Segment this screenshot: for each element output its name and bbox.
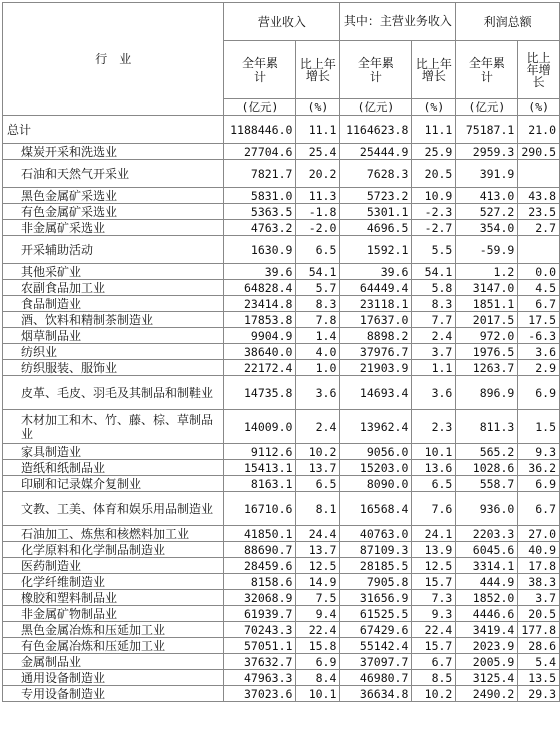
table-row xyxy=(3,220,560,236)
profit-cell: 558.7 xyxy=(456,476,518,492)
profit-growth-cell xyxy=(518,236,560,264)
main-revenue-growth-cell: 10.2 xyxy=(412,686,456,702)
profit-growth-cell: 3.6 xyxy=(518,344,560,360)
industry-name-cell: 家具制造业 xyxy=(3,444,224,460)
table-row xyxy=(3,574,560,590)
profit-cell: 1.2 xyxy=(456,264,518,280)
revenue-cell: 37023.6 xyxy=(224,686,296,702)
table-row xyxy=(3,654,560,670)
main-revenue-cell: 25444.9 xyxy=(340,144,412,160)
profit-growth-cell: 6.9 xyxy=(518,376,560,410)
revenue-cell: 17853.8 xyxy=(224,312,296,328)
profit-growth-cell: 36.2 xyxy=(518,460,560,476)
profit-growth-cell: 40.9 xyxy=(518,542,560,558)
industry-name-cell: 医药制造业 xyxy=(3,558,224,574)
revenue-growth-cell: 9.4 xyxy=(296,606,340,622)
industry-name-cell: 非金属矿物制品业 xyxy=(3,606,224,622)
industry-name-cell: 文教、工美、体育和娱乐用品制造业 xyxy=(3,492,224,526)
revenue-cell: 8163.1 xyxy=(224,476,296,492)
main-revenue-growth-cell: 22.4 xyxy=(412,622,456,638)
main-revenue-cell: 15203.0 xyxy=(340,460,412,476)
profit-cell: 2017.5 xyxy=(456,312,518,328)
table-row xyxy=(3,188,560,204)
industry-header: 行 业 xyxy=(3,3,224,116)
main-revenue-cell: 46980.7 xyxy=(340,670,412,686)
profit-growth-cell: 6.7 xyxy=(518,492,560,526)
table-row xyxy=(3,264,560,280)
revenue-growth-cell: 8.4 xyxy=(296,670,340,686)
revenue-growth-cell: 13.7 xyxy=(296,542,340,558)
table-body xyxy=(3,116,560,702)
revenue-cell: 9904.9 xyxy=(224,328,296,344)
profit-growth-cell: 43.8 xyxy=(518,188,560,204)
profit-growth-cell: 177.8 xyxy=(518,622,560,638)
main-revenue-cell: 7628.3 xyxy=(340,160,412,188)
main-revenue-growth-cell: 1.1 xyxy=(412,360,456,376)
table-row xyxy=(3,590,560,606)
profit-growth-cell: 3.7 xyxy=(518,590,560,606)
revenue-growth-cell: 13.7 xyxy=(296,460,340,476)
revenue-growth-cell: 25.4 xyxy=(296,144,340,160)
profit-growth-cell: 21.0 xyxy=(518,116,560,144)
main-revenue-cell: 64449.4 xyxy=(340,280,412,296)
main-revenue-pct-unit: (%) xyxy=(412,99,456,116)
profit-growth-cell: 13.5 xyxy=(518,670,560,686)
main-revenue-growth-cell: 6.7 xyxy=(412,654,456,670)
industry-name-cell: 石油加工、炼焦和核燃料加工业 xyxy=(3,526,224,542)
main-revenue-growth-cell: 10.9 xyxy=(412,188,456,204)
revenue-growth-cell: 8.1 xyxy=(296,492,340,526)
revenue-growth-cell: 24.4 xyxy=(296,526,340,542)
main-revenue-unit: (亿元) xyxy=(340,99,412,116)
revenue-cell: 27704.6 xyxy=(224,144,296,160)
table-row xyxy=(3,344,560,360)
main-revenue-cell: 39.6 xyxy=(340,264,412,280)
main-revenue-cell: 21903.9 xyxy=(340,360,412,376)
industry-name-cell: 印刷和记录媒介复制业 xyxy=(3,476,224,492)
profit-growth-cell: 9.3 xyxy=(518,444,560,460)
industry-name-cell: 食品制造业 xyxy=(3,296,224,312)
profit-cell: 354.0 xyxy=(456,220,518,236)
profit-cell: 6045.6 xyxy=(456,542,518,558)
profit-growth-cell: 23.5 xyxy=(518,204,560,220)
main-revenue-growth-cell: 13.6 xyxy=(412,460,456,476)
profit-cell: 972.0 xyxy=(456,328,518,344)
revenue-growth-cell: 14.9 xyxy=(296,574,340,590)
main-revenue-cell: 37097.7 xyxy=(340,654,412,670)
profit-cell: 565.2 xyxy=(456,444,518,460)
table-row xyxy=(3,280,560,296)
main-revenue-cell: 1164623.8 xyxy=(340,116,412,144)
revenue-cell: 4763.2 xyxy=(224,220,296,236)
revenue-growth-cell: 6.5 xyxy=(296,476,340,492)
main-revenue-growth-cell: 2.3 xyxy=(412,410,456,444)
table-row xyxy=(3,526,560,542)
profit-header: 利润总额 xyxy=(456,3,560,41)
main-revenue-cell: 1592.1 xyxy=(340,236,412,264)
revenue-header: 营业收入 xyxy=(224,3,340,41)
main-revenue-growth-cell: 2.4 xyxy=(412,328,456,344)
table-row xyxy=(3,410,560,444)
table-row xyxy=(3,670,560,686)
industry-name-cell: 化学纤维制造业 xyxy=(3,574,224,590)
profit-cell: 444.9 xyxy=(456,574,518,590)
main-revenue-growth-cell: 20.5 xyxy=(412,160,456,188)
table-row xyxy=(3,542,560,558)
main-revenue-growth-cell: -2.3 xyxy=(412,204,456,220)
table-row xyxy=(3,236,560,264)
profit-cell: 3419.4 xyxy=(456,622,518,638)
revenue-growth-cell: 22.4 xyxy=(296,622,340,638)
main-revenue-cell: 67429.6 xyxy=(340,622,412,638)
industry-name-cell: 金属制品业 xyxy=(3,654,224,670)
profit-cell: 2023.9 xyxy=(456,638,518,654)
profit-cell: 391.9 xyxy=(456,160,518,188)
profit-cell: 1263.7 xyxy=(456,360,518,376)
main-revenue-cell: 36634.8 xyxy=(340,686,412,702)
profit-cell: 2490.2 xyxy=(456,686,518,702)
profit-pct-unit: (%) xyxy=(518,99,560,116)
industry-name-cell: 其他采矿业 xyxy=(3,264,224,280)
main-revenue-growth-cell: 25.9 xyxy=(412,144,456,160)
table-row xyxy=(3,116,560,144)
revenue-growth-cell: 1.0 xyxy=(296,360,340,376)
profit-cell: 3125.4 xyxy=(456,670,518,686)
industry-name-cell: 烟草制品业 xyxy=(3,328,224,344)
profit-cell: 2203.3 xyxy=(456,526,518,542)
industry-name-cell: 黑色金属矿采选业 xyxy=(3,188,224,204)
profit-cell: 3314.1 xyxy=(456,558,518,574)
industry-name-cell: 纺织业 xyxy=(3,344,224,360)
revenue-growth-cell: 11.3 xyxy=(296,188,340,204)
profit-growth-cell: 17.5 xyxy=(518,312,560,328)
profit-cell: 896.9 xyxy=(456,376,518,410)
table-row xyxy=(3,460,560,476)
revenue-growth-cell: 10.1 xyxy=(296,686,340,702)
revenue-growth-cell: 54.1 xyxy=(296,264,340,280)
main-revenue-growth-cell: 24.1 xyxy=(412,526,456,542)
revenue-cell: 39.6 xyxy=(224,264,296,280)
profit-cell: 527.2 xyxy=(456,204,518,220)
main-revenue-growth-cell: 7.6 xyxy=(412,492,456,526)
industry-statistics-table xyxy=(2,2,560,702)
revenue-growth-cell: 6.5 xyxy=(296,236,340,264)
revenue-cell: 5363.5 xyxy=(224,204,296,220)
main-revenue-cell: 8090.0 xyxy=(340,476,412,492)
main-revenue-cell: 7905.8 xyxy=(340,574,412,590)
table-row xyxy=(3,558,560,574)
profit-growth-cell: 2.7 xyxy=(518,220,560,236)
main-revenue-header: 其中：主营业务收入 xyxy=(340,3,456,41)
main-revenue-growth-cell: 6.5 xyxy=(412,476,456,492)
revenue-cell: 57051.1 xyxy=(224,638,296,654)
main-revenue-growth-cell: 5.8 xyxy=(412,280,456,296)
table-row xyxy=(3,492,560,526)
main-revenue-growth-cell: 3.6 xyxy=(412,376,456,410)
revenue-cell: 16710.6 xyxy=(224,492,296,526)
revenue-cell: 61939.7 xyxy=(224,606,296,622)
revenue-yoy-header: 比上年增长 xyxy=(296,41,340,99)
revenue-growth-cell: 3.6 xyxy=(296,376,340,410)
main-revenue-growth-cell: 8.3 xyxy=(412,296,456,312)
revenue-growth-cell: 8.3 xyxy=(296,296,340,312)
profit-unit: (亿元) xyxy=(456,99,518,116)
profit-growth-cell: 38.3 xyxy=(518,574,560,590)
industry-name-cell: 化学原料和化学制品制造业 xyxy=(3,542,224,558)
main-revenue-growth-cell: 8.5 xyxy=(412,670,456,686)
main-revenue-cell: 28185.5 xyxy=(340,558,412,574)
main-revenue-cell: 61525.5 xyxy=(340,606,412,622)
table-row xyxy=(3,160,560,188)
profit-growth-cell: 29.3 xyxy=(518,686,560,702)
profit-cell: 4446.6 xyxy=(456,606,518,622)
revenue-cell: 32068.9 xyxy=(224,590,296,606)
main-revenue-growth-cell: 15.7 xyxy=(412,574,456,590)
profit-cell: 75187.1 xyxy=(456,116,518,144)
main-revenue-growth-cell: 12.5 xyxy=(412,558,456,574)
table-row xyxy=(3,312,560,328)
main-revenue-cell: 16568.4 xyxy=(340,492,412,526)
main-revenue-growth-cell: 9.3 xyxy=(412,606,456,622)
table-row xyxy=(3,622,560,638)
revenue-growth-cell: 7.5 xyxy=(296,590,340,606)
profit-growth-cell: 6.7 xyxy=(518,296,560,312)
table-row xyxy=(3,144,560,160)
revenue-cell: 7821.7 xyxy=(224,160,296,188)
main-revenue-cell: 4696.5 xyxy=(340,220,412,236)
profit-cell: 1851.1 xyxy=(456,296,518,312)
table-row xyxy=(3,476,560,492)
revenue-cell: 15413.1 xyxy=(224,460,296,476)
table-row xyxy=(3,328,560,344)
revenue-cell: 1188446.0 xyxy=(224,116,296,144)
profit-growth-cell: 0.0 xyxy=(518,264,560,280)
revenue-cell: 38640.0 xyxy=(224,344,296,360)
industry-name-cell: 酒、饮料和精制茶制造业 xyxy=(3,312,224,328)
industry-name-cell: 纺织服装、服饰业 xyxy=(3,360,224,376)
main-revenue-growth-cell: 7.7 xyxy=(412,312,456,328)
revenue-cell: 47963.3 xyxy=(224,670,296,686)
table-row xyxy=(3,204,560,220)
industry-name-cell: 石油和天然气开采业 xyxy=(3,160,224,188)
revenue-pct-unit: (%) xyxy=(296,99,340,116)
main-revenue-growth-cell: 5.5 xyxy=(412,236,456,264)
revenue-growth-cell: 1.4 xyxy=(296,328,340,344)
revenue-cell: 64828.4 xyxy=(224,280,296,296)
revenue-growth-cell: 6.9 xyxy=(296,654,340,670)
main-revenue-growth-cell: 11.1 xyxy=(412,116,456,144)
profit-yoy-header: 比上年增长 xyxy=(518,41,560,99)
industry-name-cell: 有色金属矿采选业 xyxy=(3,204,224,220)
revenue-cell: 5831.0 xyxy=(224,188,296,204)
main-revenue-growth-cell: 13.9 xyxy=(412,542,456,558)
main-revenue-cell: 14693.4 xyxy=(340,376,412,410)
revenue-growth-cell: 2.4 xyxy=(296,410,340,444)
table-row xyxy=(3,296,560,312)
table-header xyxy=(3,3,560,116)
revenue-cell: 8158.6 xyxy=(224,574,296,590)
industry-name-cell: 通用设备制造业 xyxy=(3,670,224,686)
main-revenue-cell: 9056.0 xyxy=(340,444,412,460)
industry-name-cell: 黑色金属冶炼和压延加工业 xyxy=(3,622,224,638)
main-revenue-cell: 37976.7 xyxy=(340,344,412,360)
revenue-unit: (亿元) xyxy=(224,99,296,116)
table-row xyxy=(3,638,560,654)
profit-growth-cell: 5.4 xyxy=(518,654,560,670)
profit-cell: 936.0 xyxy=(456,492,518,526)
profit-cell: 1976.5 xyxy=(456,344,518,360)
profit-cell: 413.0 xyxy=(456,188,518,204)
main-revenue-cell: 23118.1 xyxy=(340,296,412,312)
main-revenue-growth-cell: 15.7 xyxy=(412,638,456,654)
revenue-cell: 1630.9 xyxy=(224,236,296,264)
profit-growth-cell: 20.5 xyxy=(518,606,560,622)
revenue-growth-cell: -1.8 xyxy=(296,204,340,220)
industry-name-cell: 非金属矿采选业 xyxy=(3,220,224,236)
revenue-growth-cell: 20.2 xyxy=(296,160,340,188)
profit-cell: 3147.0 xyxy=(456,280,518,296)
revenue-cell: 9112.6 xyxy=(224,444,296,460)
revenue-cell: 37632.7 xyxy=(224,654,296,670)
profit-growth-cell: 290.5 xyxy=(518,144,560,160)
industry-name-cell: 有色金属冶炼和压延加工业 xyxy=(3,638,224,654)
profit-cell: -59.9 xyxy=(456,236,518,264)
main-revenue-cell: 13962.4 xyxy=(340,410,412,444)
revenue-cell: 23414.8 xyxy=(224,296,296,312)
profit-cell: 2959.3 xyxy=(456,144,518,160)
main-revenue-growth-cell: 54.1 xyxy=(412,264,456,280)
main-revenue-cell: 17637.0 xyxy=(340,312,412,328)
main-revenue-growth-cell: 10.1 xyxy=(412,444,456,460)
profit-growth-cell: 28.6 xyxy=(518,638,560,654)
revenue-cell: 41850.1 xyxy=(224,526,296,542)
profit-growth-cell xyxy=(518,160,560,188)
profit-growth-cell: 4.5 xyxy=(518,280,560,296)
revenue-growth-cell: 11.1 xyxy=(296,116,340,144)
revenue-growth-cell: 4.0 xyxy=(296,344,340,360)
industry-name-cell: 专用设备制造业 xyxy=(3,686,224,702)
revenue-growth-cell: 12.5 xyxy=(296,558,340,574)
profit-growth-cell: 2.9 xyxy=(518,360,560,376)
profit-cell: 811.3 xyxy=(456,410,518,444)
profit-cell: 2005.9 xyxy=(456,654,518,670)
statistics-table-container xyxy=(2,2,560,702)
profit-growth-cell: 27.0 xyxy=(518,526,560,542)
main-revenue-cell: 5723.2 xyxy=(340,188,412,204)
revenue-cell: 14009.0 xyxy=(224,410,296,444)
table-row xyxy=(3,606,560,622)
industry-name-cell: 皮革、毛皮、羽毛及其制品和制鞋业 xyxy=(3,376,224,410)
revenue-cumulative-header: 全年累计 xyxy=(224,41,296,99)
industry-name-cell: 橡胶和塑料制品业 xyxy=(3,590,224,606)
main-revenue-cell: 31656.9 xyxy=(340,590,412,606)
profit-cumulative-header: 全年累计 xyxy=(456,41,518,99)
industry-name-cell: 农副食品加工业 xyxy=(3,280,224,296)
industry-name-cell: 造纸和纸制品业 xyxy=(3,460,224,476)
main-revenue-cell: 40763.0 xyxy=(340,526,412,542)
main-revenue-cell: 55142.4 xyxy=(340,638,412,654)
revenue-growth-cell: 10.2 xyxy=(296,444,340,460)
industry-name-cell: 开采辅助活动 xyxy=(3,236,224,264)
profit-cell: 1852.0 xyxy=(456,590,518,606)
profit-cell: 1028.6 xyxy=(456,460,518,476)
revenue-cell: 28459.6 xyxy=(224,558,296,574)
main-revenue-cell: 5301.1 xyxy=(340,204,412,220)
table-row xyxy=(3,360,560,376)
main-revenue-growth-cell: -2.7 xyxy=(412,220,456,236)
revenue-growth-cell: 15.8 xyxy=(296,638,340,654)
profit-growth-cell: 1.5 xyxy=(518,410,560,444)
main-revenue-cumulative-header: 全年累计 xyxy=(340,41,412,99)
main-revenue-growth-cell: 3.7 xyxy=(412,344,456,360)
main-revenue-cell: 87109.3 xyxy=(340,542,412,558)
table-row xyxy=(3,686,560,702)
table-row xyxy=(3,444,560,460)
industry-name-cell: 总计 xyxy=(3,116,224,144)
table-row xyxy=(3,376,560,410)
revenue-cell: 70243.3 xyxy=(224,622,296,638)
revenue-growth-cell: 7.8 xyxy=(296,312,340,328)
revenue-growth-cell: -2.0 xyxy=(296,220,340,236)
revenue-growth-cell: 5.7 xyxy=(296,280,340,296)
industry-name-cell: 煤炭开采和洗选业 xyxy=(3,144,224,160)
main-revenue-growth-cell: 7.3 xyxy=(412,590,456,606)
revenue-cell: 14735.8 xyxy=(224,376,296,410)
revenue-cell: 88690.7 xyxy=(224,542,296,558)
main-revenue-yoy-header: 比上年增长 xyxy=(412,41,456,99)
industry-name-cell: 木材加工和木、竹、藤、棕、草制品业 xyxy=(3,410,224,444)
revenue-cell: 22172.4 xyxy=(224,360,296,376)
profit-growth-cell: 17.8 xyxy=(518,558,560,574)
profit-growth-cell: -6.3 xyxy=(518,328,560,344)
profit-growth-cell: 6.9 xyxy=(518,476,560,492)
main-revenue-cell: 8898.2 xyxy=(340,328,412,344)
